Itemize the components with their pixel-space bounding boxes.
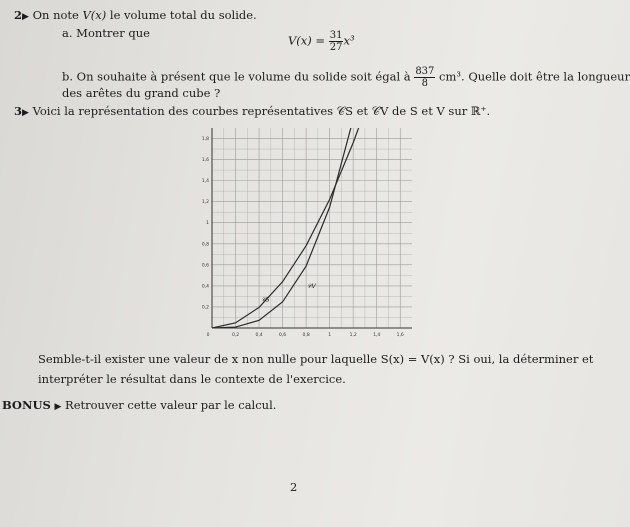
x-tick-label: 1,2: [349, 333, 357, 338]
x-tick-label: 1,4: [373, 333, 381, 338]
question-2b-text1: b. On souhaite à présent que le volume du solide soit égal à: [62, 69, 415, 84]
volume-numerator: 837: [415, 66, 435, 77]
curve-s: [212, 111, 365, 328]
question-2-number: 2: [14, 8, 23, 22]
bonus-line: [2, 398, 276, 412]
question-2a-label: a. Montrer que: [62, 26, 150, 40]
formula-rhs: x³: [343, 33, 355, 48]
x-tick-label: 0,6: [279, 333, 287, 338]
volume-fraction: [414, 66, 435, 89]
arrow-icon: ▶: [22, 12, 29, 22]
formula-v: [288, 30, 355, 53]
volume-denominator: 8: [421, 78, 429, 89]
y-tick-label: 1,4: [201, 179, 209, 185]
formula-numerator: 31: [329, 30, 343, 41]
formula-lhs: V(x) =: [288, 33, 329, 48]
x-tick-label: 1: [328, 333, 332, 338]
question-2-text-a: On note: [32, 8, 83, 22]
bonus-text: Retrouver cette valeur par le calcul.: [61, 398, 277, 412]
x-tick-label: 0,2: [231, 333, 240, 338]
curve-s-label: 𝒞S: [261, 296, 270, 304]
x-tick-label: 0: [206, 333, 210, 338]
x-tick-label: 0,8: [302, 333, 310, 338]
question-3-number: 3: [14, 104, 23, 118]
question-3-line: [14, 104, 490, 119]
y-tick-label: 1: [206, 221, 209, 227]
question-2-var: V(x): [82, 8, 107, 22]
question-2b-line2: des arêtes du grand cube ?: [62, 86, 221, 100]
x-tick-label: 0,4: [255, 333, 263, 338]
question-text-line1: Semble-t-il exister une valeur de x non nulle pour laquelle S(x) = V(x) ? Si oui, la déterminer et: [38, 352, 594, 366]
page-number: 2: [290, 480, 298, 494]
question-2b-unit: cm³. Quelle doit être la longueur: [435, 69, 630, 84]
curve-v-label: 𝒞V: [307, 283, 316, 290]
y-tick-label: 0,4: [201, 284, 209, 290]
question-text-line2: interpréter le résultat dans le contexte de l'exercice.: [38, 372, 346, 386]
arrow-icon: ▶: [22, 108, 29, 118]
y-tick-label: 1,6: [201, 158, 209, 164]
x-tick-label: 1,6: [396, 333, 404, 338]
y-tick-label: 1,2: [201, 200, 209, 206]
bonus-label: BONUS: [2, 398, 51, 412]
formula-fraction: [329, 30, 344, 53]
arrow-icon: ▶: [54, 402, 62, 412]
question-3-text: Voici la représentation des courbes représentatives 𝒞S et 𝒞V de S et V sur ℝ⁺.: [32, 104, 491, 118]
curve-v: [212, 63, 365, 328]
formula-denominator: 27: [329, 42, 343, 53]
y-tick-label: 0,6: [201, 263, 209, 269]
curves-chart: [190, 122, 420, 342]
question-2-text-b: le volume total du solide.: [106, 8, 257, 22]
question-2-line: [14, 8, 257, 22]
y-tick-label: 0,8: [201, 242, 209, 248]
y-tick-label: 1,8: [201, 137, 209, 143]
y-tick-label: 0,2: [201, 305, 209, 311]
